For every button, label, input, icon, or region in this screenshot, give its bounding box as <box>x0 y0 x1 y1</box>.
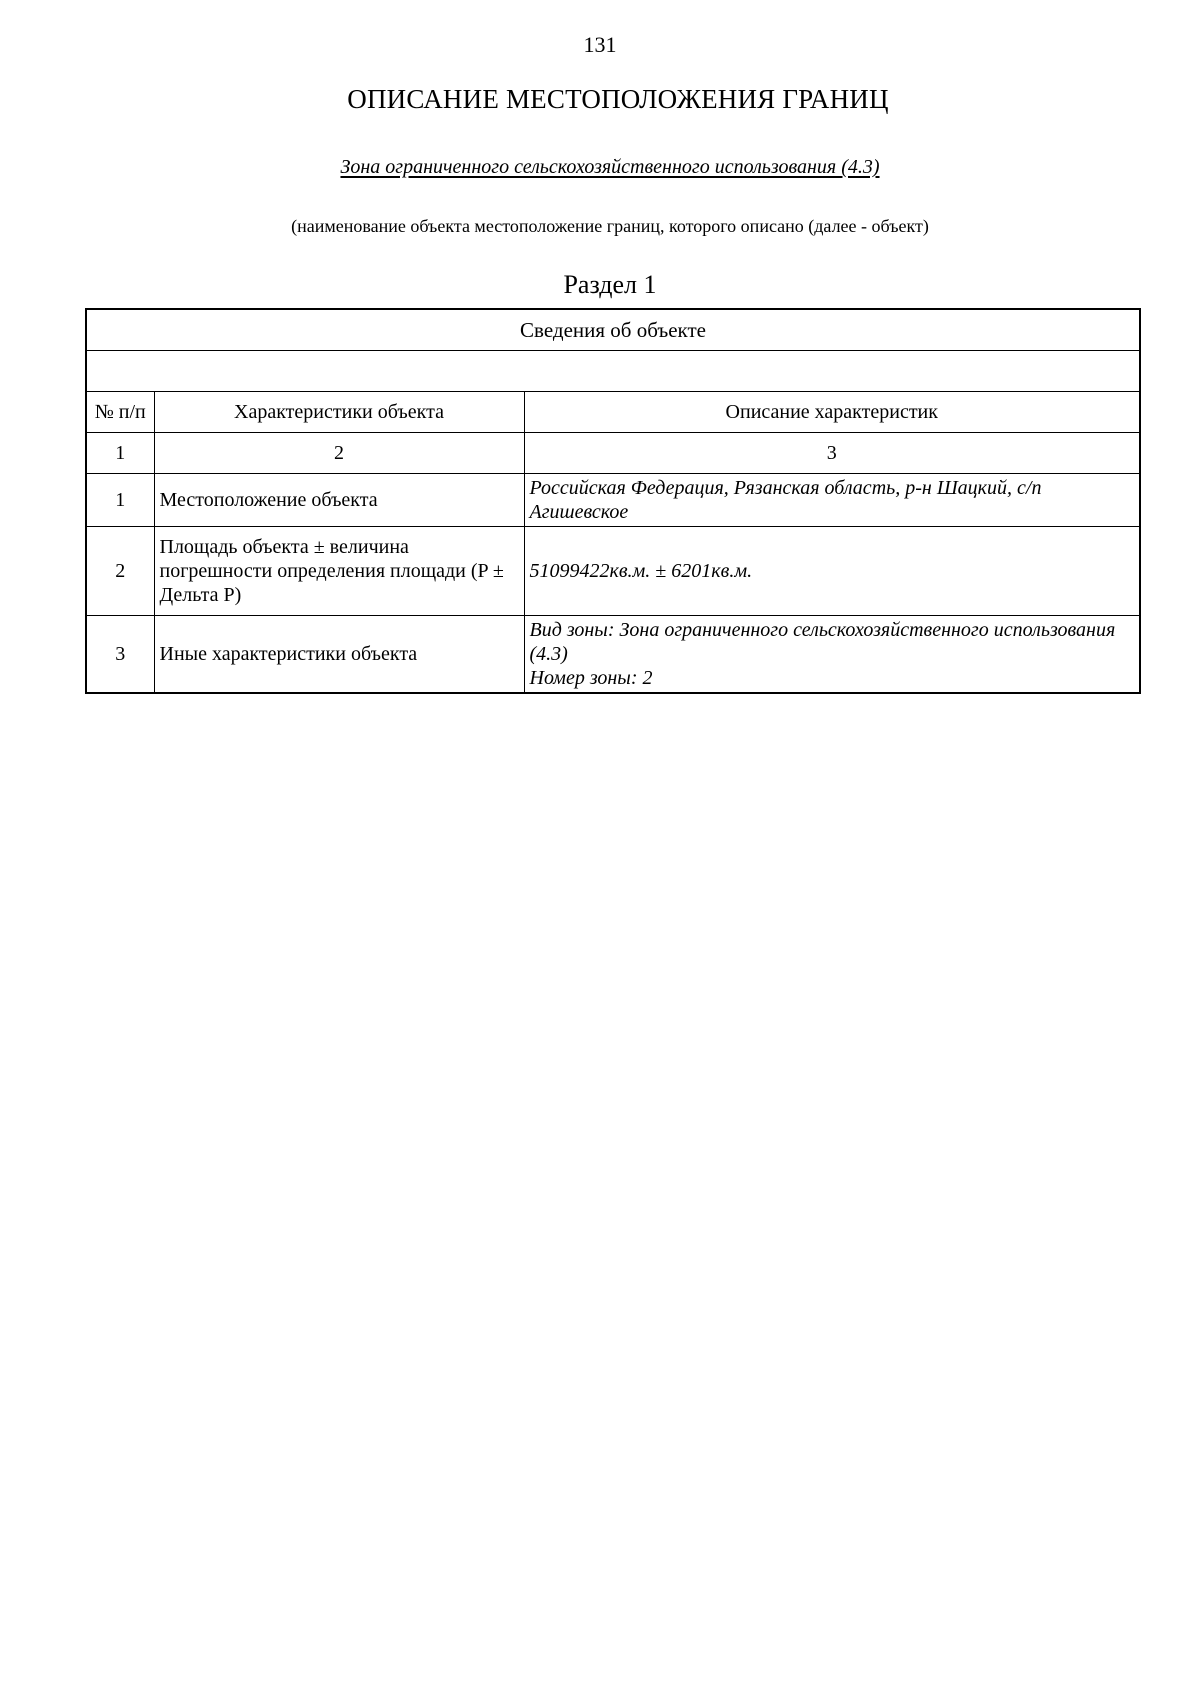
column-number-row <box>86 433 1140 474</box>
page-number: 131 <box>583 32 617 57</box>
table-empty-cell <box>86 351 1140 392</box>
column-number-3: 3 <box>524 433 1140 474</box>
table-empty-row <box>86 351 1140 392</box>
column-header-description: Описание характеристик <box>524 392 1140 433</box>
table-row <box>86 474 1140 527</box>
object-info-table <box>85 308 1141 694</box>
column-header-row <box>86 392 1140 433</box>
table-header: Сведения об объекте <box>86 309 1140 351</box>
row-characteristic: Местоположение объекта <box>154 474 524 527</box>
object-caption: (наименование объекта местоположение границ, которого описано (далее - объект) <box>291 216 929 236</box>
column-header-num: № п/п <box>86 392 154 433</box>
column-number-1: 1 <box>86 433 154 474</box>
description-line: Вид зоны: Зона ограниченного сельскохозяйственного использования (4.3) <box>529 619 1116 665</box>
row-number: 1 <box>86 474 154 527</box>
section-title: Раздел 1 <box>563 270 657 299</box>
description-line: 51099422кв.м. ± 6201кв.м. <box>529 560 753 582</box>
row-characteristic: Площадь объекта ± величина погрешности определения площади (P ± Дельта P) <box>154 527 524 616</box>
row-description <box>524 474 1140 527</box>
table-header-row <box>86 309 1140 351</box>
column-number-2: 2 <box>154 433 524 474</box>
document-title: ОПИСАНИЕ МЕСТОПОЛОЖЕНИЯ ГРАНИЦ <box>347 84 889 114</box>
row-number: 3 <box>86 616 154 694</box>
column-header-characteristic: Характеристики объекта <box>154 392 524 433</box>
object-name: Зона ограниченного сельскохозяйственного использования (4.3) <box>340 156 880 178</box>
row-description <box>524 527 1140 616</box>
row-description <box>524 616 1140 694</box>
description-line: Российская Федерация, Рязанская область, р-н Шацкий, с/п Агишевское <box>529 477 1042 523</box>
description-line: Номер зоны: 2 <box>529 667 653 689</box>
row-characteristic: Иные характеристики объекта <box>154 616 524 694</box>
table-row <box>86 527 1140 616</box>
row-number: 2 <box>86 527 154 616</box>
table-row <box>86 616 1140 694</box>
